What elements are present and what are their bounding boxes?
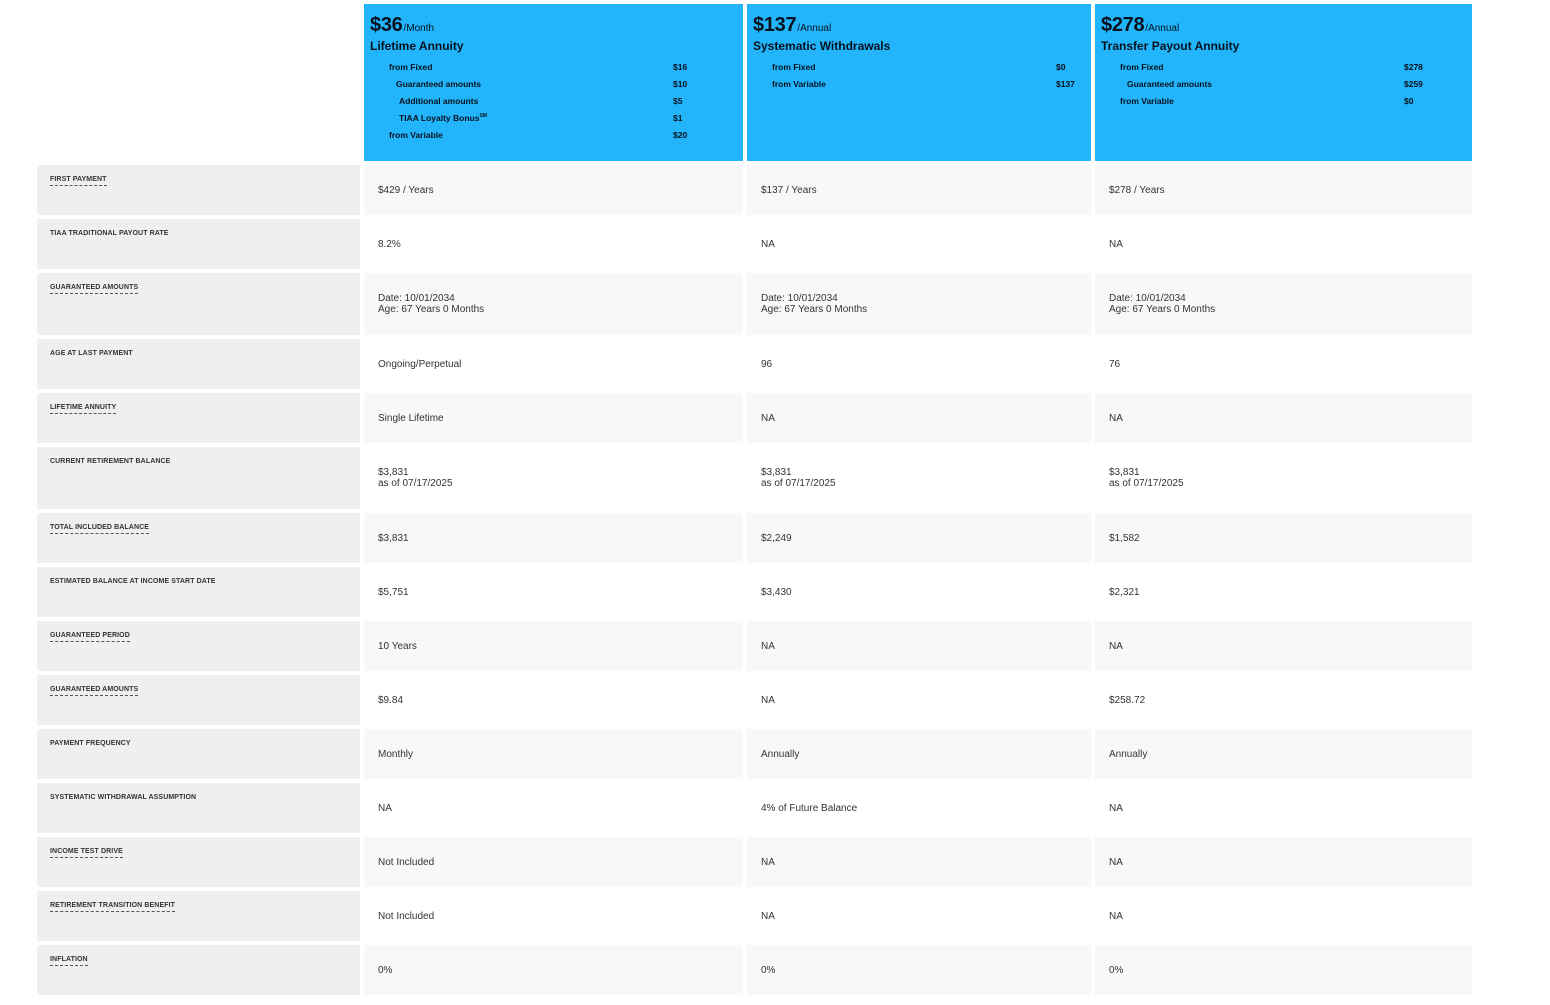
breakdown-label: from Variable: [772, 78, 826, 89]
breakdown-label: from Variable: [389, 129, 443, 140]
plan-amount: $137: [753, 14, 797, 36]
row-value-text: NA: [1109, 412, 1123, 424]
row-value-cell: [364, 783, 743, 833]
plan-breakdown: [753, 58, 1083, 92]
breakdown-row: [1101, 75, 1464, 92]
row-value-cell: [747, 219, 1091, 269]
row-value-text: Age: 67 Years 0 Months: [1109, 304, 1216, 315]
row-label: [37, 567, 360, 617]
breakdown-value: $16: [673, 61, 688, 72]
row-label[interactable]: [37, 675, 360, 725]
breakdown-label: TIAA Loyalty Bonus℠: [399, 112, 487, 123]
header-empty-corner: [37, 4, 360, 161]
breakdown-row: [1101, 92, 1464, 109]
row-value-cell: [747, 783, 1091, 833]
row-value-text: $137 / Years: [761, 184, 817, 196]
row-value-text: $2,321: [1109, 586, 1140, 598]
row-value-cell: [747, 621, 1091, 671]
row-label-tooltip-link[interactable]: LIFETIME ANNUITY: [50, 404, 116, 414]
row-value-cell: [747, 891, 1091, 941]
row-value-cell: [747, 945, 1091, 995]
row-label[interactable]: [37, 837, 360, 887]
row-value-cell: [364, 513, 743, 563]
row-label[interactable]: [37, 513, 360, 563]
row-value-cell: [1095, 273, 1472, 335]
row-value-cell: [364, 729, 743, 779]
breakdown-label: from Fixed: [389, 61, 433, 72]
row-value-text: NA: [761, 238, 775, 250]
row-value-cell: [1095, 729, 1472, 779]
plan-header-lifetime-annuity: [364, 4, 743, 161]
breakdown-value: $137: [1056, 78, 1075, 89]
row-value-cell: [1095, 447, 1472, 509]
row-value-cell: [747, 273, 1091, 335]
row-value-text: Age: 67 Years 0 Months: [378, 304, 485, 315]
row-value-text: 0%: [1109, 964, 1124, 976]
row-value-text: Monthly: [378, 748, 414, 760]
row-value-text: 8.2%: [378, 238, 401, 250]
row-value-text: Date: 10/01/2034: [761, 293, 838, 304]
row-value-text: $3,831: [761, 467, 792, 478]
row-value-text: NA: [1109, 910, 1123, 922]
breakdown-row: [370, 58, 735, 75]
row-label: [37, 783, 360, 833]
row-value-cell: [747, 447, 1091, 509]
row-value-text: 76: [1109, 358, 1121, 370]
breakdown-value: $259: [1404, 78, 1423, 89]
row-value-cell: [364, 165, 743, 215]
row-value-cell: [364, 891, 743, 941]
row-label-tooltip-link[interactable]: GUARANTEED PERIOD: [50, 632, 130, 642]
plan-header-systematic-withdrawals: [747, 4, 1091, 161]
row-label[interactable]: [37, 393, 360, 443]
row-value-cell: [364, 273, 743, 335]
service-mark: SM: [479, 112, 487, 119]
row-label[interactable]: [37, 891, 360, 941]
breakdown-row: [370, 126, 735, 143]
plan-period: /Annual: [1145, 23, 1180, 34]
row-value-cell: [1095, 219, 1472, 269]
breakdown-value: $0: [1404, 95, 1414, 106]
row-value-text: NA: [378, 802, 392, 814]
breakdown-label: Additional amounts: [399, 95, 479, 106]
row-label-text: PAYMENT FREQUENCY: [50, 740, 131, 747]
plan-period: /Annual: [797, 23, 832, 34]
row-value-text: 4% of Future Balance: [761, 802, 858, 814]
row-label-tooltip-link[interactable]: FIRST PAYMENT: [50, 176, 107, 186]
row-label-tooltip-link[interactable]: RETIREMENT TRANSITION BENEFIT: [50, 902, 175, 912]
row-value-cell: [747, 837, 1091, 887]
row-value-cell: [747, 513, 1091, 563]
row-label-tooltip-link[interactable]: GUARANTEED AMOUNTS: [50, 686, 138, 696]
row-value-cell: [364, 447, 743, 509]
row-value-text: Ongoing/Perpetual: [378, 358, 462, 370]
row-value-text: NA: [761, 910, 775, 922]
breakdown-row: [753, 75, 1083, 92]
plan-amount: $278: [1101, 14, 1145, 36]
row-value-cell: [364, 393, 743, 443]
row-value-text: NA: [761, 412, 775, 424]
row-value-cell: [747, 567, 1091, 617]
breakdown-label: from Variable: [1120, 95, 1174, 106]
row-value-text: NA: [761, 694, 775, 706]
row-value-cell: [1095, 567, 1472, 617]
row-value-text: Annually: [761, 748, 800, 760]
row-value-cell: [364, 621, 743, 671]
row-value-text: NA: [1109, 856, 1123, 868]
breakdown-value: $20: [673, 129, 688, 140]
plan-header-transfer-payout-annuity: [1095, 4, 1472, 161]
row-label[interactable]: [37, 621, 360, 671]
breakdown-row: [753, 58, 1083, 75]
row-value-text: NA: [761, 856, 775, 868]
row-value-text: as of 07/17/2025: [378, 478, 453, 489]
breakdown-value: $5: [673, 95, 683, 106]
row-value-cell: [747, 165, 1091, 215]
row-label: [37, 219, 360, 269]
row-value-text: as of 07/17/2025: [1109, 478, 1184, 489]
plan-name: Lifetime Annuity: [370, 39, 464, 53]
breakdown-value: $0: [1056, 61, 1066, 72]
breakdown-row: [370, 75, 735, 92]
row-value-cell: [747, 675, 1091, 725]
row-value-cell: [364, 339, 743, 389]
row-value-text: $3,430: [761, 586, 792, 598]
row-value-text: NA: [761, 640, 775, 652]
row-label-tooltip-link[interactable]: TOTAL INCLUDED BALANCE: [50, 524, 149, 534]
row-value-cell: [1095, 783, 1472, 833]
breakdown-label: from Fixed: [772, 61, 816, 72]
row-value-text: as of 07/17/2025: [761, 478, 836, 489]
breakdown-value: $278: [1404, 61, 1423, 72]
row-value-cell: [1095, 945, 1472, 995]
row-label-text: TIAA TRADITIONAL PAYOUT RATE: [50, 230, 169, 237]
row-label-tooltip-link[interactable]: INFLATION: [50, 956, 88, 966]
row-value-text: $3,831: [378, 532, 409, 544]
row-label-tooltip-link[interactable]: INCOME TEST DRIVE: [50, 848, 123, 858]
comparison-table: [37, 4, 1472, 995]
row-label-tooltip-link[interactable]: GUARANTEED AMOUNTS: [50, 284, 138, 294]
row-value-text: $5,751: [378, 586, 409, 598]
row-value-text: $3,831: [378, 467, 409, 478]
plan-name: Transfer Payout Annuity: [1101, 39, 1240, 53]
row-value-text: Not Included: [378, 910, 435, 922]
row-value-cell: [1095, 393, 1472, 443]
row-value-text: Not Included: [378, 856, 435, 868]
row-value-cell: [1095, 621, 1472, 671]
breakdown-row: [370, 92, 735, 109]
breakdown-label: Guaranteed amounts: [396, 78, 482, 89]
plan-amount: $36: [370, 14, 403, 36]
breakdown-row: [1101, 58, 1464, 75]
row-label[interactable]: [37, 273, 360, 335]
row-value-text: $9.84: [378, 694, 404, 706]
row-value-cell: [364, 567, 743, 617]
row-value-text: $278 / Years: [1109, 184, 1165, 196]
plan-period: /Month: [403, 23, 435, 34]
row-value-cell: [1095, 513, 1472, 563]
row-label-text: SYSTEMATIC WITHDRAWAL ASSUMPTION: [50, 794, 197, 801]
row-value-cell: [364, 219, 743, 269]
plan-breakdown: [370, 58, 735, 143]
row-value-text: Age: 67 Years 0 Months: [761, 304, 868, 315]
row-value-cell: [1095, 339, 1472, 389]
row-value-text: $1,582: [1109, 532, 1140, 544]
row-value-text: $429 / Years: [378, 184, 434, 196]
row-value-text: 0%: [761, 964, 776, 976]
row-value-text: Single Lifetime: [378, 412, 444, 424]
row-value-cell: [364, 945, 743, 995]
row-value-cell: [1095, 165, 1472, 215]
row-label: [37, 339, 360, 389]
plan-breakdown: [1101, 58, 1464, 109]
breakdown-row: [370, 109, 735, 126]
row-value-text: $3,831: [1109, 467, 1140, 478]
row-value-cell: [1095, 891, 1472, 941]
row-value-text: NA: [1109, 238, 1123, 250]
row-label-text: AGE AT LAST PAYMENT: [50, 350, 133, 357]
row-value-cell: [747, 339, 1091, 389]
row-value-cell: [364, 675, 743, 725]
row-value-cell: [747, 393, 1091, 443]
row-value-text: Annually: [1109, 748, 1148, 760]
row-value-cell: [1095, 837, 1472, 887]
breakdown-label: Guaranteed amounts: [1127, 78, 1213, 89]
breakdown-value: $10: [673, 78, 688, 89]
row-value-text: NA: [1109, 640, 1123, 652]
row-label: [37, 729, 360, 779]
row-value-text: 10 Years: [378, 640, 417, 652]
plan-name: Systematic Withdrawals: [753, 39, 891, 53]
row-label: [37, 447, 360, 509]
row-label[interactable]: [37, 165, 360, 215]
row-value-text: Date: 10/01/2034: [378, 293, 455, 304]
row-value-text: $258.72: [1109, 694, 1146, 706]
row-value-cell: [1095, 675, 1472, 725]
row-value-text: Date: 10/01/2034: [1109, 293, 1186, 304]
row-label-text: ESTIMATED BALANCE AT INCOME START DATE: [50, 578, 216, 585]
row-value-text: $2,249: [761, 532, 792, 544]
breakdown-label: from Fixed: [1120, 61, 1164, 72]
row-value-text: 96: [761, 358, 773, 370]
row-value-cell: [364, 837, 743, 887]
breakdown-value: $1: [673, 112, 683, 123]
row-label[interactable]: [37, 945, 360, 995]
row-value-cell: [747, 729, 1091, 779]
row-value-text: 0%: [378, 964, 393, 976]
row-label-text: CURRENT RETIREMENT BALANCE: [50, 458, 171, 465]
row-value-text: NA: [1109, 802, 1123, 814]
